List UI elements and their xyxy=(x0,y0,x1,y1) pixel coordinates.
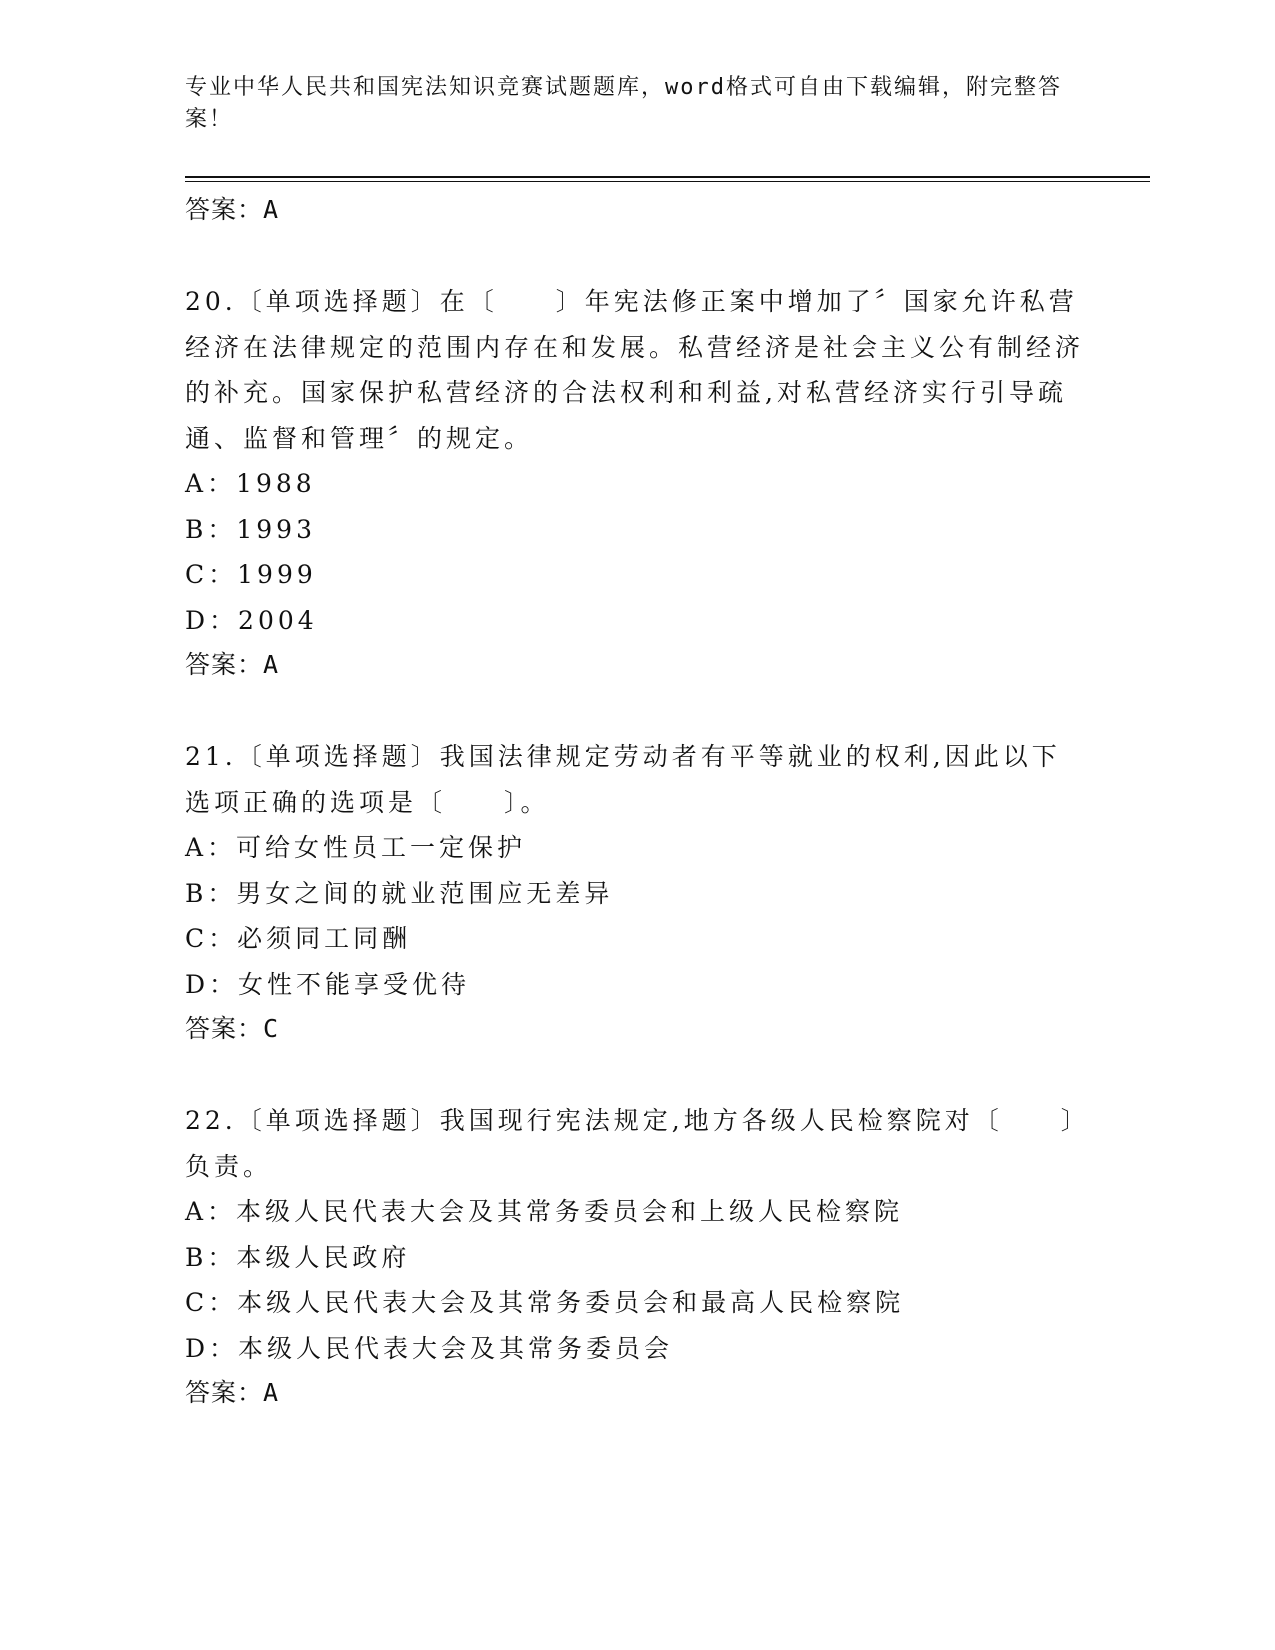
option-d: D：本级人民代表大会及其常务委员会 xyxy=(185,1333,674,1363)
option-c: C：必须同工同酬 xyxy=(185,924,412,953)
question-block xyxy=(185,279,1085,687)
question-stem: 21.〔单项选择题〕我国法律规定劳动者有平等就业的权利,因此以下选项正确的选项是〔 〕。 xyxy=(185,742,1061,817)
option-c: C：本级人民代表大会及其常务委员会和最高人民检察院 xyxy=(185,1288,905,1317)
option-a: A：1988 xyxy=(185,469,316,498)
option-b: B：1993 xyxy=(185,514,316,544)
question-stem: 20.〔单项选择题〕在〔 〕年宪法修正案中增加了〞国家允许私营经济在法律规定的范围内存在和发展。私营经济是社会主义公有制经济的补充。国家保护私营经济的合法权利和利益,对私营经济实行引导疏通、监督和管理〞的规定。 xyxy=(185,287,1085,453)
answer-line: 答案：A xyxy=(185,1378,280,1407)
option-a: A：本级人民代表大会及其常务委员会和上级人民检察院 xyxy=(185,1197,904,1226)
option-b: B：本级人民政府 xyxy=(185,1242,411,1272)
header-rule-thin xyxy=(185,181,1150,182)
page-header: 专业中华人民共和国宪法知识竞赛试题题库，word格式可自由下载编辑，附完整答案！ xyxy=(185,75,1062,132)
header-rule-thick xyxy=(185,176,1150,178)
answer-line: 答案：A xyxy=(185,650,280,679)
option-d: D：女性不能享受优待 xyxy=(185,969,471,999)
option-d: D：2004 xyxy=(185,605,318,635)
document-body xyxy=(185,188,1085,1415)
question-block xyxy=(185,734,1085,1051)
answer-line: 答案：A xyxy=(185,195,280,224)
option-c: C：1999 xyxy=(185,560,317,589)
question-stem: 22.〔单项选择题〕我国现行宪法规定,地方各级人民检察院对〔 〕负责。 xyxy=(185,1106,1078,1181)
answer-line: 答案：C xyxy=(185,1014,280,1043)
question-block xyxy=(185,1098,1085,1415)
option-a: A：可给女性员工一定保护 xyxy=(185,833,527,862)
option-b: B：男女之间的就业范围应无差异 xyxy=(185,878,614,908)
